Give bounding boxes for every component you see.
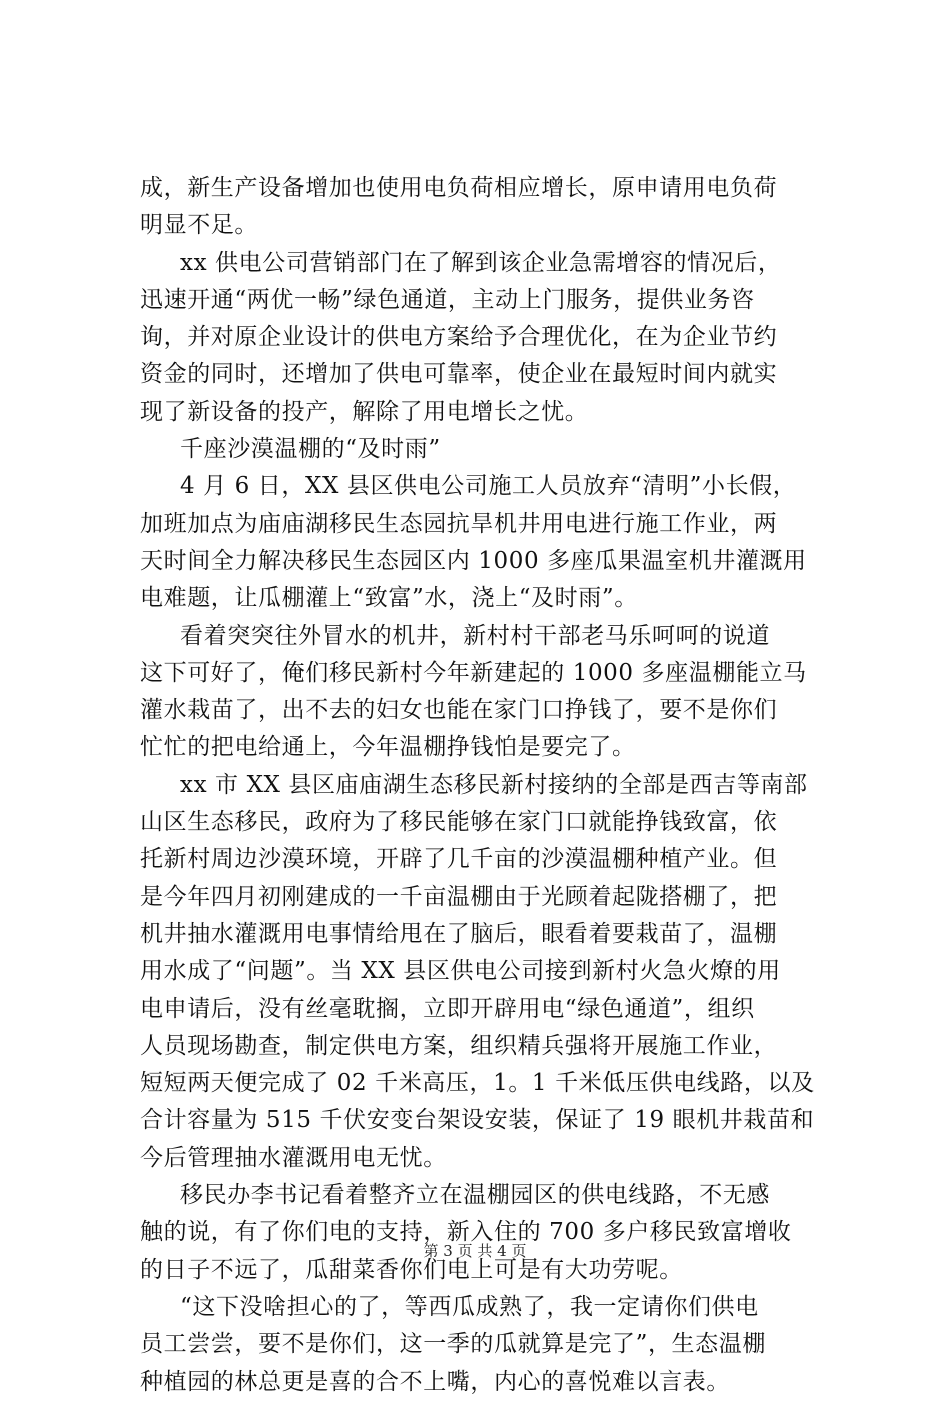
text-line: 迅速开通“两优一畅”绿色通道，主动上门服务，提供业务咨 [140,286,755,313]
document-body [140,170,830,1401]
text-line: 电申请后，没有丝毫耽搁，立即开辟用电“绿色通道”，组织 [140,995,755,1022]
text-line: 短短两天便完成了 02 千米高压，1。1 千米低压供电线路，以及 [140,1070,815,1097]
text-line: 种植园的林总更是喜的合不上嘴，内心的喜悦难以言表。 [140,1368,730,1395]
text-line: xx 市 XX 县区庙庙湖生态移民新村接纳的全部是西吉等南部 [180,771,808,798]
text-line: 4 月 6 日，XX 县区供电公司施工人员放弃“清明”小长假， [180,473,797,500]
text-line: 成，新生产设备增加也使用电负荷相应增长，原申请用电负荷 [140,175,778,201]
text-line: 看着突突往外冒水的机井，新村村干部老马乐呵呵的说道 [180,622,770,649]
text-line: 移民办李书记看着整齐立在温棚园区的供电线路，不无感 [180,1182,770,1209]
text-line: 合计容量为 515 千伏安变台架设安装，保证了 19 眼机井栽苗和 [140,1107,815,1134]
text-line: 今后管理抽水灌溉用电无忧。 [140,1144,447,1171]
text-line: 触的说，有了你们电的支持，新入住的 700 多户移民致富增收 [140,1219,792,1246]
text-line: 是今年四月初刚建成的一千亩温棚由于光顾着起陇搭棚了，把 [140,883,778,910]
text-line: 用水成了“问题”。当 XX 县区供电公司接到新村火急火燎的用 [140,958,781,985]
text-line: 千座沙漠温棚的“及时雨” [180,436,441,463]
text-line: 山区生态移民，政府为了移民能够在家门口就能挣钱致富，依 [140,809,778,836]
page-footer: 第 3 页 共 4 页 [423,1242,527,1260]
text-line: xx 供电公司营销部门在了解到该企业急需增容的情况后， [180,249,782,276]
text-line: 的日子不远了，瓜甜菜香你们电上可是有大功劳呢。 [140,1256,683,1283]
text-line: 询，并对原企业设计的供电方案给予合理优化，在为企业节约 [140,324,778,351]
text-line: 员工尝尝，要不是你们，这一季的瓜就算是完了”，生态温棚 [140,1331,766,1358]
text-line: 托新村周边沙漠环境，开辟了几千亩的沙漠温棚种植产业。但 [140,846,778,873]
text-line: 机井抽水灌溉用电事情给甩在了脑后，眼看着要栽苗了，温棚 [140,920,778,947]
text-line: 电难题，让瓜棚灌上“致富”水，浇上“及时雨”。 [140,585,638,612]
text-line: 忙忙的把电给通上，今年温棚挣钱怕是要完了。 [140,734,636,761]
text-line: 灌水栽苗了，出不去的妇女也能在家门口挣钱了，要不是你们 [140,697,778,724]
text-line: 加班加点为庙庙湖移民生态园抗旱机井用电进行施工作业，两 [140,510,778,537]
text-line: 现了新设备的投产，解除了用电增长之忧。 [140,398,589,425]
text-line: 天时间全力解决移民生态园区内 1000 多座瓜果温室机井灌溉用 [140,547,807,574]
text-line: 这下可好了，俺们移民新村今年新建起的 1000 多座温棚能立马 [140,659,807,686]
text-line: 人员现场勘查，制定供电方案，组织精兵强将开展施工作业， [140,1032,778,1059]
text-line: “这下没啥担心的了，等西瓜成熟了，我一定请你们供电 [180,1293,759,1320]
text-line: 资金的同时，还增加了供电可靠率，使企业在最短时间内就实 [140,361,778,388]
text-line: 明显不足。 [140,212,258,239]
